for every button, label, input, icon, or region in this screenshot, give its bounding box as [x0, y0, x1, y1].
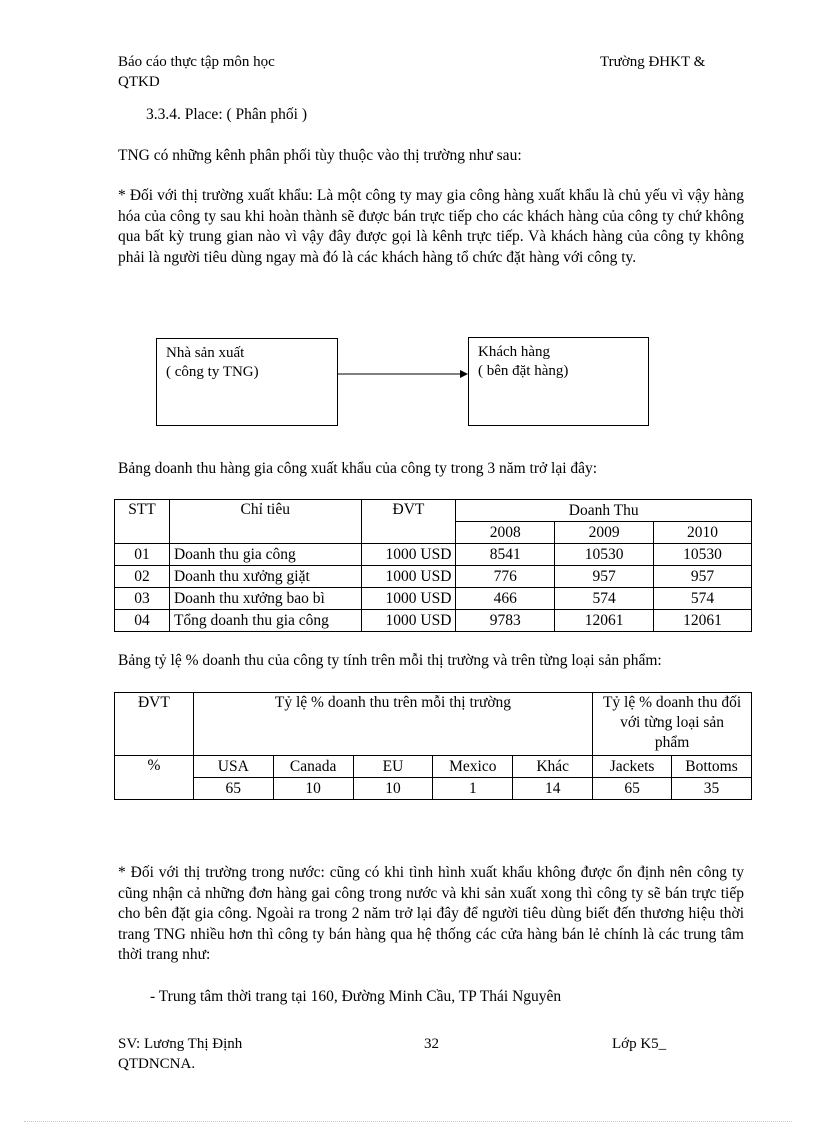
domestic-paragraph: * Đối với thị trường trong nước: cũng có khi tình hình xuất khẩu không được ổn định nên công ty cũng nhận cả những đơn hàng gai công trong nước và khi sản xuất xong thì công ty sẽ bán trực tiếp cho bên đặt gia công. Ngoài ra trong 2 năm trở lại đây để người tiêu dùng biết đến thương hiệu thời trang TNG nhiều hơn thì công ty bán hàng qua hệ thống các cửa hàng bán lẻ chính là các trung tâm thời trang như:: [118, 864, 744, 963]
footer-left-line2: QTDNCNA.: [118, 1056, 196, 1072]
table-row: [115, 566, 752, 588]
header-product: Bottoms: [672, 756, 752, 778]
cell-value: 8541: [456, 544, 555, 566]
header-market: USA: [193, 756, 273, 778]
cell-value: 10: [353, 778, 433, 800]
header-market: EU: [353, 756, 433, 778]
cell-unit: 1000 USD: [361, 588, 456, 610]
header-product: Jackets: [593, 756, 672, 778]
producer-label: Nhà sản xuất: [166, 345, 245, 361]
header-stt: STT: [115, 500, 170, 544]
header-chitieu: Chỉ tiêu: [169, 500, 361, 544]
cell-name: Doanh thu gia công: [169, 544, 361, 566]
cell-value: 574: [555, 588, 654, 610]
header-market: Canada: [273, 756, 353, 778]
cell-value: 65: [593, 778, 672, 800]
cell-value: 12061: [555, 610, 654, 632]
cell-value: 957: [654, 566, 752, 588]
cell-name: Doanh thu xưởng giặt: [169, 566, 361, 588]
customer-label: Khách hàng: [478, 344, 551, 360]
header-dvt: ĐVT: [361, 500, 456, 544]
cell-value: 12061: [654, 610, 752, 632]
cell-value: 14: [513, 778, 593, 800]
table-row: [115, 610, 752, 632]
cell-unit: 1000 USD: [361, 610, 456, 632]
header-year: 2009: [555, 522, 654, 544]
cell-stt: 04: [115, 610, 170, 632]
header-year: 2008: [456, 522, 555, 544]
header-left-line1: Báo cáo thực tập môn học: [118, 54, 275, 70]
cell-value: 35: [672, 778, 752, 800]
cell-value: 466: [456, 588, 555, 610]
table-row: [115, 544, 752, 566]
cell-value: 65: [193, 778, 273, 800]
header-left-line2: QTKD: [118, 74, 160, 90]
page-number: 32: [424, 1036, 439, 1052]
export-paragraph: * Đối với thị trường xuất khẩu: Là một công ty may gia công hàng xuất khẩu là chủ yếu vì vậy hàng hóa của công ty sau khi hoàn thành sẽ được bán trực tiếp cho các khách hàng của công ty chứ không qua bất kỳ trung gian nào vì vậy đây được gọi là kênh trực tiếp. Và khách hàng của công ty không phải là người tiêu dùng ngay mà đó là các khách hàng tổ chức đặt hàng với công ty.: [118, 187, 744, 266]
table-category-row: [115, 756, 752, 778]
cell-value: 10530: [654, 544, 752, 566]
channel-arrow: [338, 368, 470, 380]
retail-store-item: - Trung tâm thời trang tại 160, Đường Minh Cầu, TP Thái Nguyên: [150, 988, 562, 1005]
cell-value: 776: [456, 566, 555, 588]
producer-sub-label: ( công ty TNG): [166, 364, 259, 380]
footer-right: Lớp K5_: [612, 1036, 667, 1052]
intro-text: TNG có những kênh phân phối tùy thuộc vào thị trường như sau:: [118, 147, 522, 164]
header-right: Trường ĐHKT &: [600, 54, 706, 70]
producer-box: [156, 338, 338, 426]
header-market-share: Tỷ lệ % doanh thu trên mỗi thị trường: [193, 693, 592, 756]
market-share-table: [114, 692, 752, 800]
cell-stt: 03: [115, 588, 170, 610]
section-title: 3.3.4. Place: ( Phân phối ): [146, 106, 308, 123]
cell-unit: 1000 USD: [361, 566, 456, 588]
cell-value: 1: [433, 778, 513, 800]
page-edge-divider: [24, 1121, 792, 1122]
revenue-table: [114, 499, 752, 632]
cell-stt: 02: [115, 566, 170, 588]
customer-box: [468, 337, 649, 426]
cell-name: Tổng doanh thu gia công: [169, 610, 361, 632]
cell-unit: %: [115, 756, 194, 800]
cell-value: 9783: [456, 610, 555, 632]
header-doanhthu: Doanh Thu: [456, 500, 752, 522]
cell-unit: 1000 USD: [361, 544, 456, 566]
footer-left-line1: SV: Lương Thị Định: [118, 1036, 243, 1052]
cell-stt: 01: [115, 544, 170, 566]
cell-value: 10: [273, 778, 353, 800]
cell-value: 957: [555, 566, 654, 588]
header-market: Khác: [513, 756, 593, 778]
table-header-row: [115, 693, 752, 756]
table1-caption: Bảng doanh thu hàng gia công xuất khẩu của công ty trong 3 năm trở lại đây:: [118, 460, 598, 477]
table2-caption: Bảng tỷ lệ % doanh thu của công ty tính trên mỗi thị trường và trên từng loại sản phẩm:: [118, 652, 662, 669]
header-year: 2010: [654, 522, 752, 544]
cell-value: 574: [654, 588, 752, 610]
table-row: [115, 588, 752, 610]
cell-name: Doanh thu xưởng bao bì: [169, 588, 361, 610]
header-dvt: ĐVT: [115, 693, 194, 756]
header-product-share: Tỷ lệ % doanh thu đối với từng loại sản phẩm: [593, 693, 752, 756]
customer-sub-label: ( bên đặt hàng): [478, 363, 569, 379]
header-market: Mexico: [433, 756, 513, 778]
table-header-row: [115, 500, 752, 522]
table-row: [115, 778, 752, 800]
cell-value: 10530: [555, 544, 654, 566]
